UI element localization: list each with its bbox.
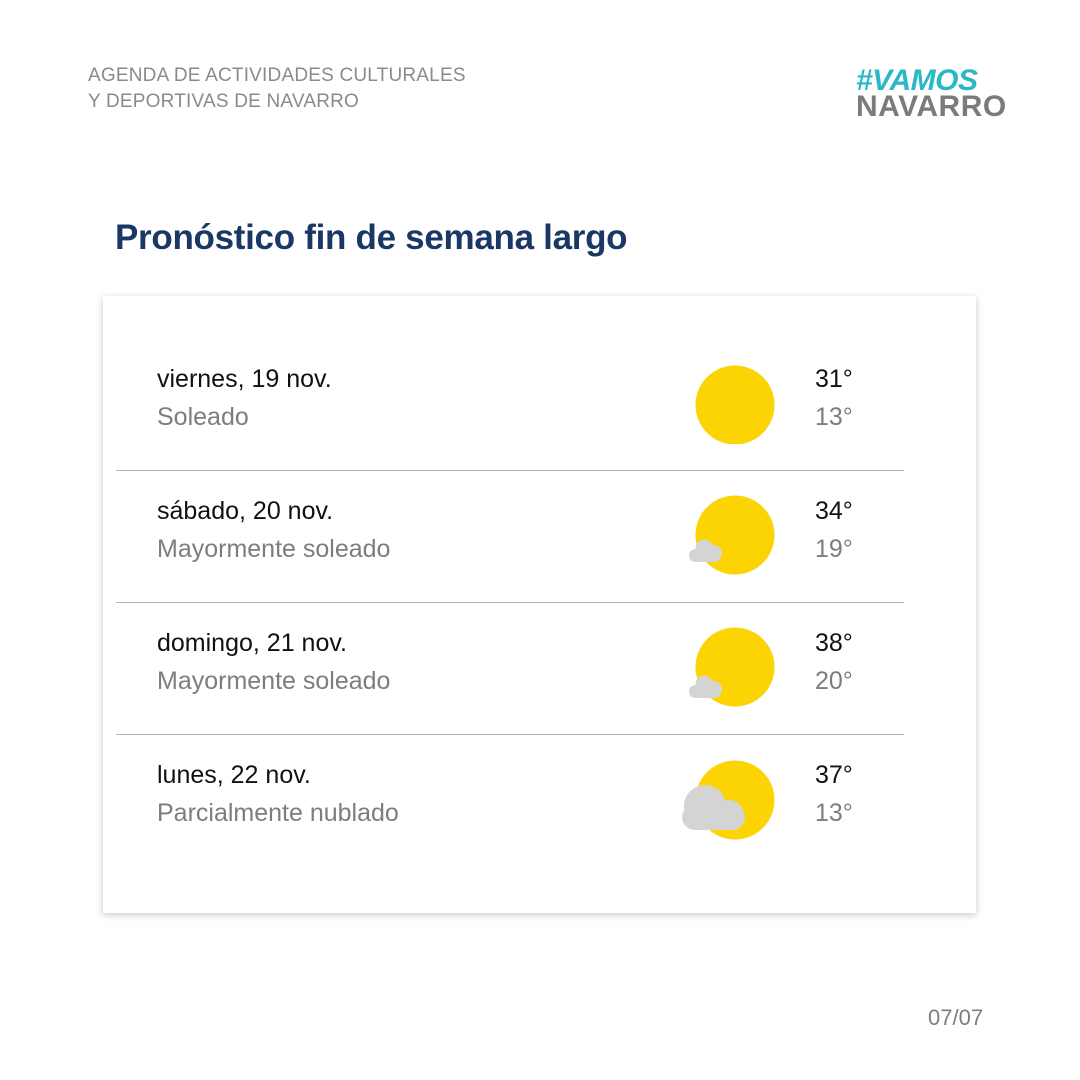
- forecast-row: [116, 339, 904, 471]
- forecast-row: [116, 735, 904, 866]
- forecast-day: lunes, 22 nov.: [157, 761, 311, 789]
- forecast-condition: Mayormente soleado: [157, 667, 391, 695]
- forecast-day: sábado, 20 nov.: [157, 497, 334, 525]
- forecast-max-temp: 37°: [815, 761, 853, 789]
- forecast-max-temp: 38°: [815, 629, 853, 657]
- forecast-min-temp: 20°: [815, 667, 853, 695]
- forecast-condition: Parcialmente nublado: [157, 799, 399, 827]
- forecast-max-temp: 31°: [815, 365, 853, 393]
- forecast-condition: Mayormente soleado: [157, 535, 391, 563]
- forecast-condition: Soleado: [157, 403, 249, 431]
- page-number: 07/07: [928, 1005, 984, 1030]
- partly-cloudy-icon: [682, 750, 782, 840]
- forecast-day: viernes, 19 nov.: [157, 365, 332, 393]
- mostly-sunny-icon: [682, 618, 782, 708]
- forecast-row: [116, 471, 904, 603]
- forecast-max-temp: 34°: [815, 497, 853, 525]
- logo-line2: NAVARRO: [856, 90, 1007, 123]
- vamos-navarro-logo: [852, 64, 1007, 126]
- sun-icon: [682, 354, 782, 444]
- forecast-min-temp: 13°: [815, 799, 853, 827]
- agenda-header-line2: Y DEPORTIVAS DE NAVARRO: [88, 91, 360, 112]
- logo-line1: #VAMOS: [856, 64, 978, 97]
- forecast-card: [103, 296, 976, 913]
- forecast-min-temp: 13°: [815, 403, 853, 431]
- agenda-header: [88, 63, 466, 115]
- forecast-min-temp: 19°: [815, 535, 853, 563]
- mostly-sunny-icon: [682, 486, 782, 576]
- forecast-row: [116, 603, 904, 735]
- agenda-header-line1: AGENDA DE ACTIVIDADES CULTURALES: [88, 65, 466, 86]
- forecast-day: domingo, 21 nov.: [157, 629, 347, 657]
- page-title: Pronóstico fin de semana largo: [115, 218, 628, 257]
